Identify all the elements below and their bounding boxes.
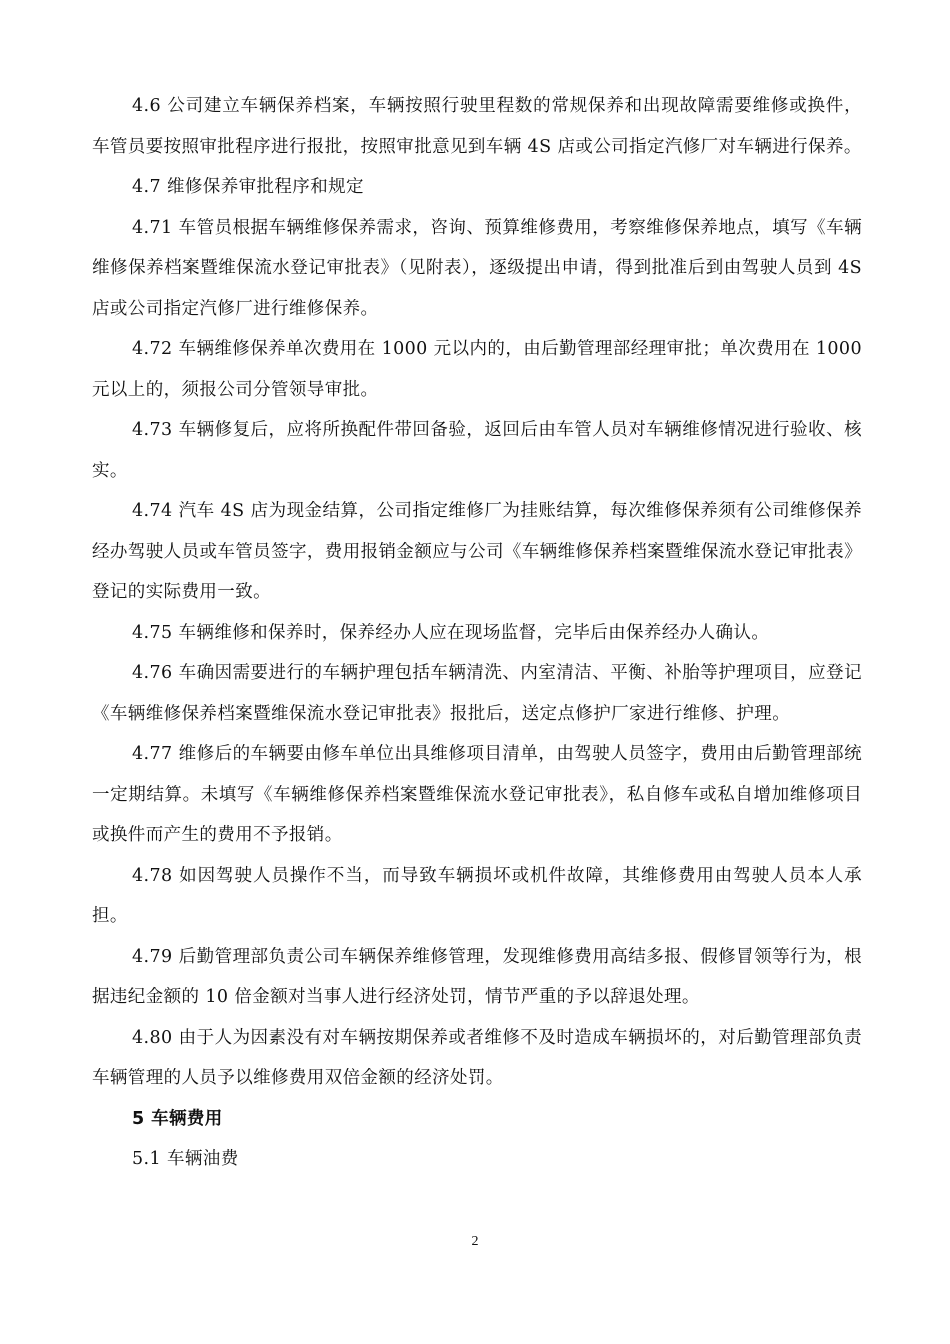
paragraph-4-7: 4.7 维修保养审批程序和规定 [132, 177, 364, 197]
paragraph-4-75: 4.75 车辆维修和保养时，保养经办人应在现场监督，完毕后由保养经办人确认。 [132, 622, 770, 643]
subsection-heading: 5.1 车辆油费 [132, 1149, 239, 1169]
section-heading: 5 车辆费用 [132, 1108, 223, 1129]
paragraph-4-72: 4.72 车辆维修保养单次费用在 1000 元以内的，由后勤管理部经理审批；单次费用在 1000 元以上的，须报公司分管领导审批。 [92, 339, 862, 400]
paragraph-4-78: 4.78 如因驾驶人员操作不当，而导致车辆损坏或机件故障，其维修费用由驾驶人员本人承担。 [92, 865, 862, 926]
paragraph-4-80: 4.80 由于人为因素没有对车辆按期保养或者维修不及时造成车辆损坏的，对后勤管理部负责车辆管理的人员予以维修费用双倍金额的经济处罚。 [92, 1027, 862, 1088]
page-number: 2 [471, 1234, 479, 1249]
paragraph-4-76: 4.76 车确因需要进行的车辆护理包括车辆清洗、内室清洁、平衡、补胎等护理项目，应登记《车辆维修保养档案暨维保流水登记审批表》报批后，送定点修护厂家进行维修、护理。 [92, 663, 862, 724]
paragraph-4-74: 4.74 汽车 4S 店为现金结算，公司指定维修厂为挂账结算，每次维修保养须有公司维修保养经办驾驶人员或车管员签字，费用报销金额应与公司《车辆维修保养档案暨维保流水登记审批表》登记的实际费用一致。 [92, 501, 862, 602]
paragraph-4-73: 4.73 车辆修复后，应将所换配件带回备验，返回后由车管人员对车辆维修情况进行验收、核实。 [92, 420, 862, 481]
paragraph-4-71: 4.71 车管员根据车辆维修保养需求，咨询、预算维修费用，考察维修保养地点，填写《车辆维修保养档案暨维保流水登记审批表》（见附表），逐级提出申请，得到批准后到由驾驶人员到 4S 店或公司指定汽修厂进行维修保养。 [92, 217, 862, 319]
paragraph-4-6: 4.6 公司建立车辆保养档案，车辆按照行驶里程数的常规保养和出现故障需要维修或换件，车管员要按照审批程序进行报批，按照审批意见到车辆 4S 店或公司指定汽修厂对车辆进行保养。 [92, 96, 862, 157]
paragraph-4-79: 4.79 后勤管理部负责公司车辆保养维修管理，发现维修费用高结多报、假修冒领等行为，根据违纪金额的 10 倍金额对当事人进行经济处罚，情节严重的予以辞退处理。 [92, 946, 862, 1007]
document-body [92, 86, 862, 1180]
paragraph-4-77: 4.77 维修后的车辆要由修车单位出具维修项目清单，由驾驶人员签字，费用由后勤管理部统一定期结算。未填写《车辆维修保养档案暨维保流水登记审批表》，私自修车或私自增加维修项目或换件而产生的费用不予报销。 [92, 744, 862, 845]
